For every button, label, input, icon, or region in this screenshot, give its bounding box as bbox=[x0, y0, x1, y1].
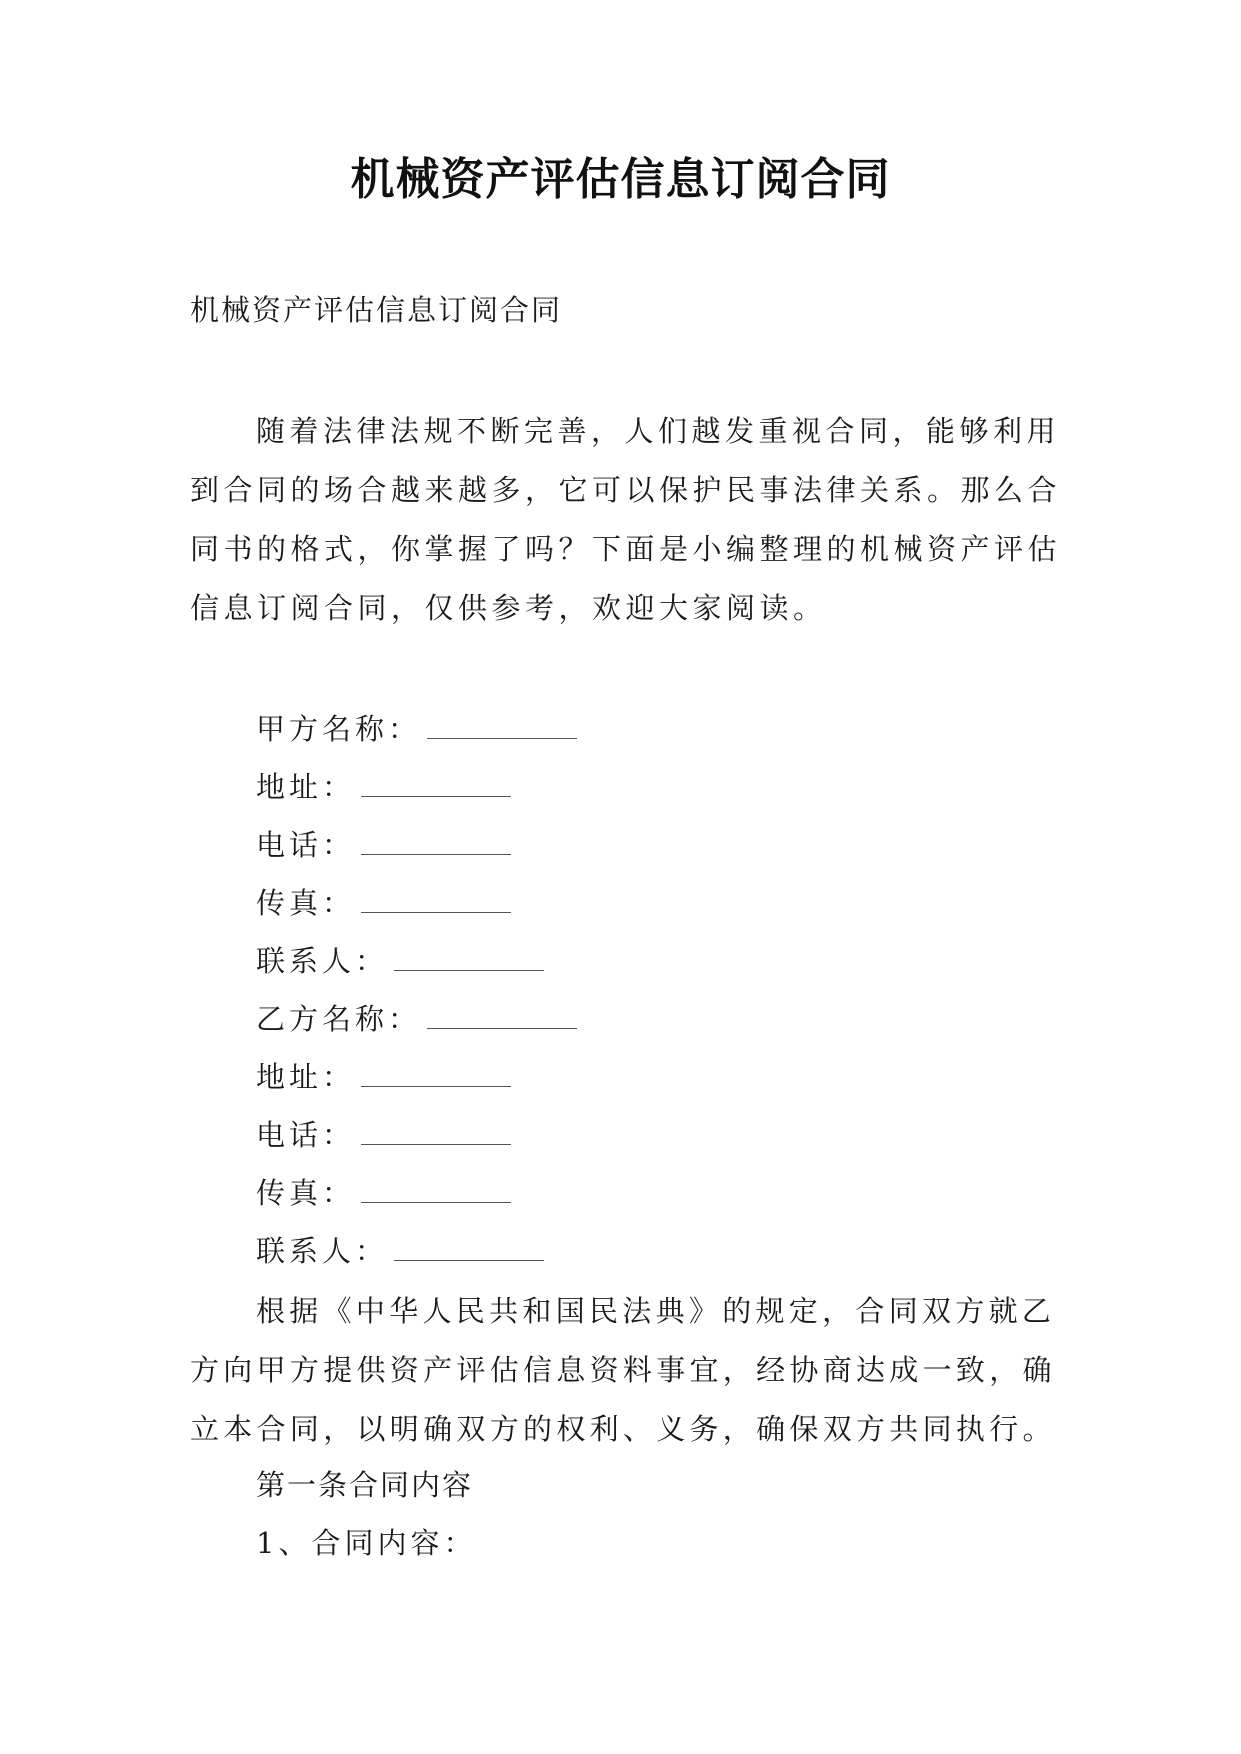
document-subtitle: 机械资产评估信息订阅合同 bbox=[190, 293, 563, 327]
item-heading: 1、合同内容： bbox=[256, 1526, 477, 1560]
party-info-fields bbox=[256, 700, 577, 1280]
field-label: 传真： bbox=[256, 886, 356, 920]
party-a-name-field bbox=[256, 700, 577, 758]
party-b-name-field bbox=[256, 990, 577, 1048]
party-a-contact-field bbox=[256, 932, 577, 990]
field-label: 联系人： bbox=[256, 944, 389, 978]
field-label: 甲方名称： bbox=[256, 712, 422, 746]
fill-in-blank[interactable] bbox=[361, 772, 511, 797]
fill-in-blank[interactable] bbox=[361, 830, 511, 855]
fill-in-blank[interactable] bbox=[361, 888, 511, 913]
field-label: 地址： bbox=[256, 1060, 356, 1094]
field-label: 传真： bbox=[256, 1176, 356, 1210]
party-b-phone-field bbox=[256, 1106, 577, 1164]
field-label: 电话： bbox=[256, 828, 356, 862]
fill-in-blank[interactable] bbox=[427, 714, 577, 739]
intro-paragraph: 随着法律法规不断完善，人们越发重视合同，能够利用到合同的场合越来越多，它可以保护民事法律关系。那么合同书的格式，你掌握了吗？下面是小编整理的机械资产评估信息订阅合同，仅供参考，欢迎大家阅读。 bbox=[190, 414, 1062, 625]
field-label: 地址： bbox=[256, 770, 356, 804]
party-b-fax-field bbox=[256, 1164, 577, 1222]
fill-in-blank[interactable] bbox=[361, 1178, 511, 1203]
legal-basis-paragraph: 根据《中华人民共和国民法典》的规定，合同双方就乙方向甲方提供资产评估信息资料事宜，经协商达成一致，确立本合同，以明确双方的权利、义务，确保双方共同执行。 bbox=[190, 1294, 1056, 1446]
document-title: 机械资产评估信息订阅合同 bbox=[350, 154, 891, 205]
fill-in-blank[interactable] bbox=[361, 1062, 511, 1087]
fill-in-blank[interactable] bbox=[394, 1236, 544, 1261]
party-a-fax-field bbox=[256, 874, 577, 932]
party-a-address-field bbox=[256, 758, 577, 816]
field-label: 联系人： bbox=[256, 1234, 389, 1268]
party-b-address-field bbox=[256, 1048, 577, 1106]
field-label: 电话： bbox=[256, 1118, 356, 1152]
fill-in-blank[interactable] bbox=[427, 1004, 577, 1029]
fill-in-blank[interactable] bbox=[361, 1120, 511, 1145]
fill-in-blank[interactable] bbox=[394, 946, 544, 971]
section-heading: 第一条合同内容 bbox=[256, 1468, 474, 1502]
party-a-phone-field bbox=[256, 816, 577, 874]
party-b-contact-field bbox=[256, 1222, 577, 1280]
field-label: 乙方名称： bbox=[256, 1002, 422, 1036]
